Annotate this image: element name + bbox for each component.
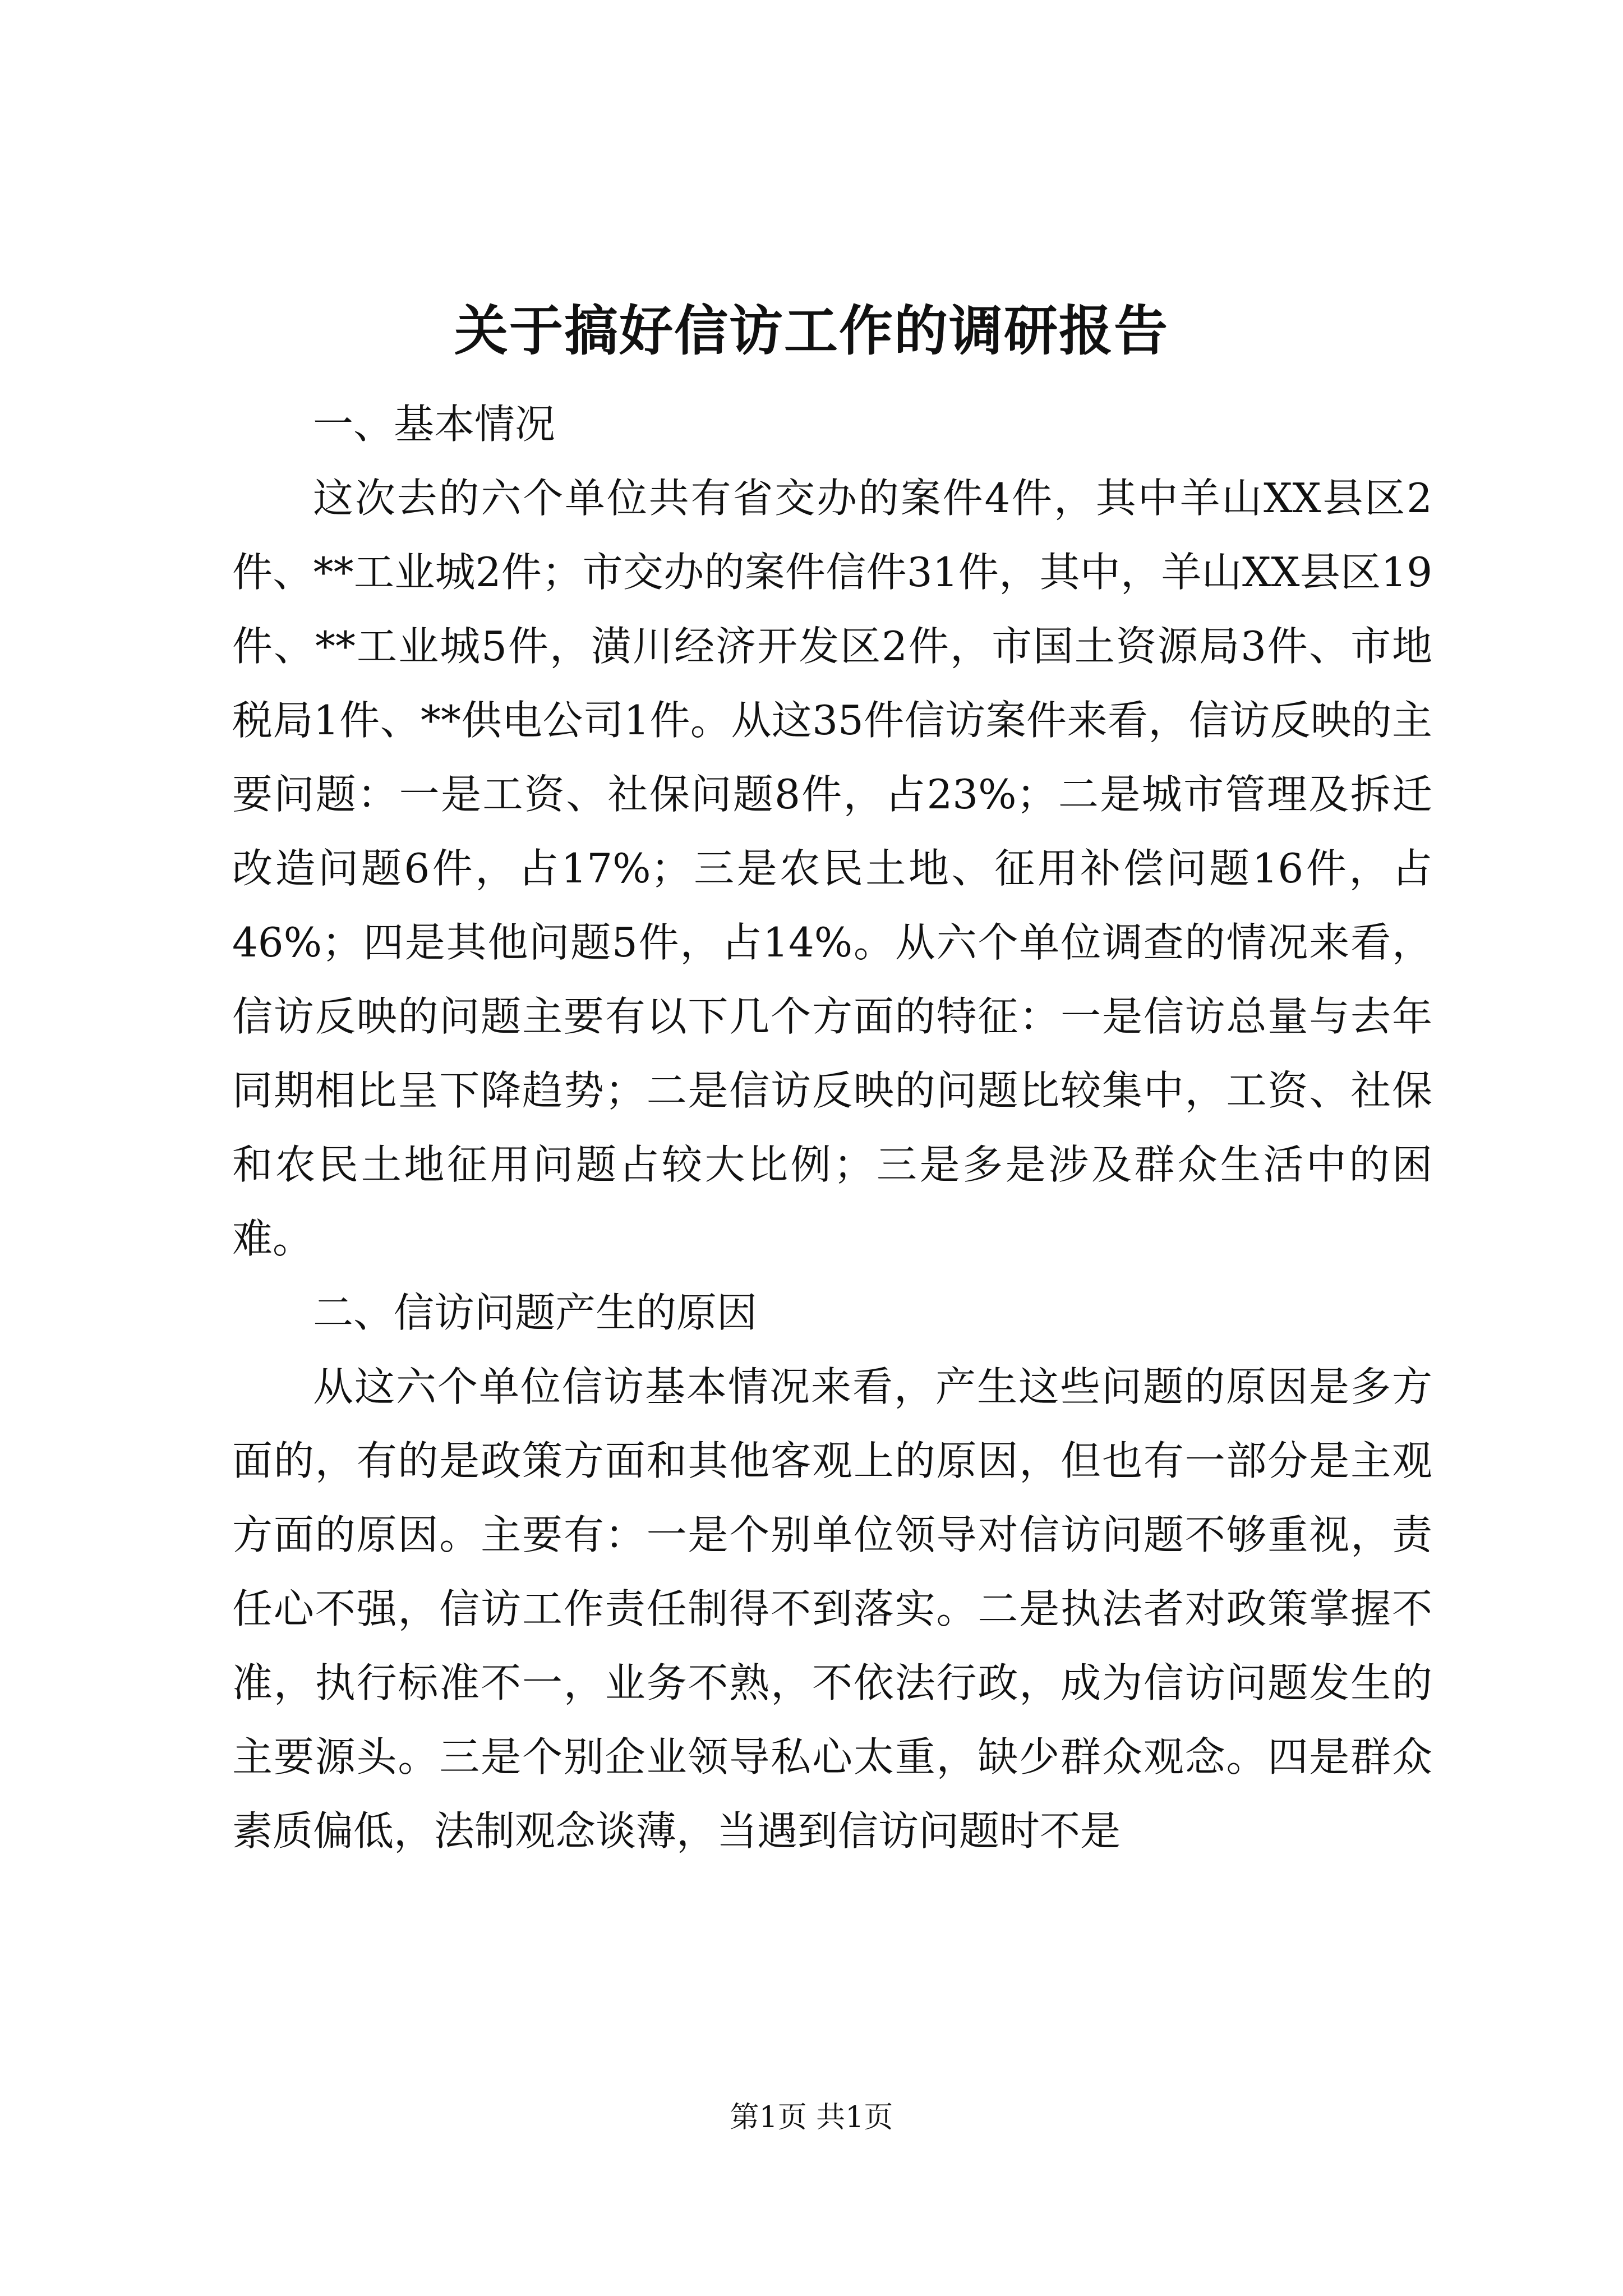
section-heading-basic-situation: 一、基本情况: [313, 401, 556, 448]
page-number-footer: 第1页 共1页: [730, 2101, 893, 2134]
paragraph-causes: 从这六个单位信访基本情况来看，产生这些问题的原因是多方面的，有的是政策方面和其他客观上的原因，但也有一部分是主观方面的原因。主要有：一是个别单位领导对信访问题不够重视，责任心不强，信访工作责任制得不到落实。二是执法者对政策掌握不准，执行标准不一，业务不熟，不依法行政，成为信访问题发生的主要源头。三是个别企业领导私心太重，缺少群众观念。四是群众素质偏低，法制观念谈薄，当遇到信访问题时不是: [232, 1363, 1432, 1855]
section-heading-causes: 二、信访问题产生的原因: [313, 1289, 758, 1336]
paragraph-basic-situation: 这次去的六个单位共有省交办的案件4件，其中羊山XX县区2件、**工业城2件；市交办的案件信件31件，其中，羊山XX县区19件、**工业城5件，潢川经济开发区2件，市国土资源局3件、市地税局1件、**供电公司1件。从这35件信访案件来看，信访反映的主要问题：一是工资、社保问题8件，占23%；二是城市管理及拆迁改造问题6件，占17%；三是农民土地、征用补偿问题16件，占46%；四是其他问题5件，占14%。从六个单位调查的情况来看，信访反映的问题主要有以下几个方面的特征：一是信访总量与去年同期相比呈下降趋势；二是信访反映的问题比较集中，工资、社保和农民土地征用问题占较大比例；三是多是涉及群众生活中的困难。: [232, 475, 1432, 1262]
document-title: 关于搞好信访工作的调研报告: [454, 300, 1169, 362]
document-body: [232, 387, 1432, 1868]
